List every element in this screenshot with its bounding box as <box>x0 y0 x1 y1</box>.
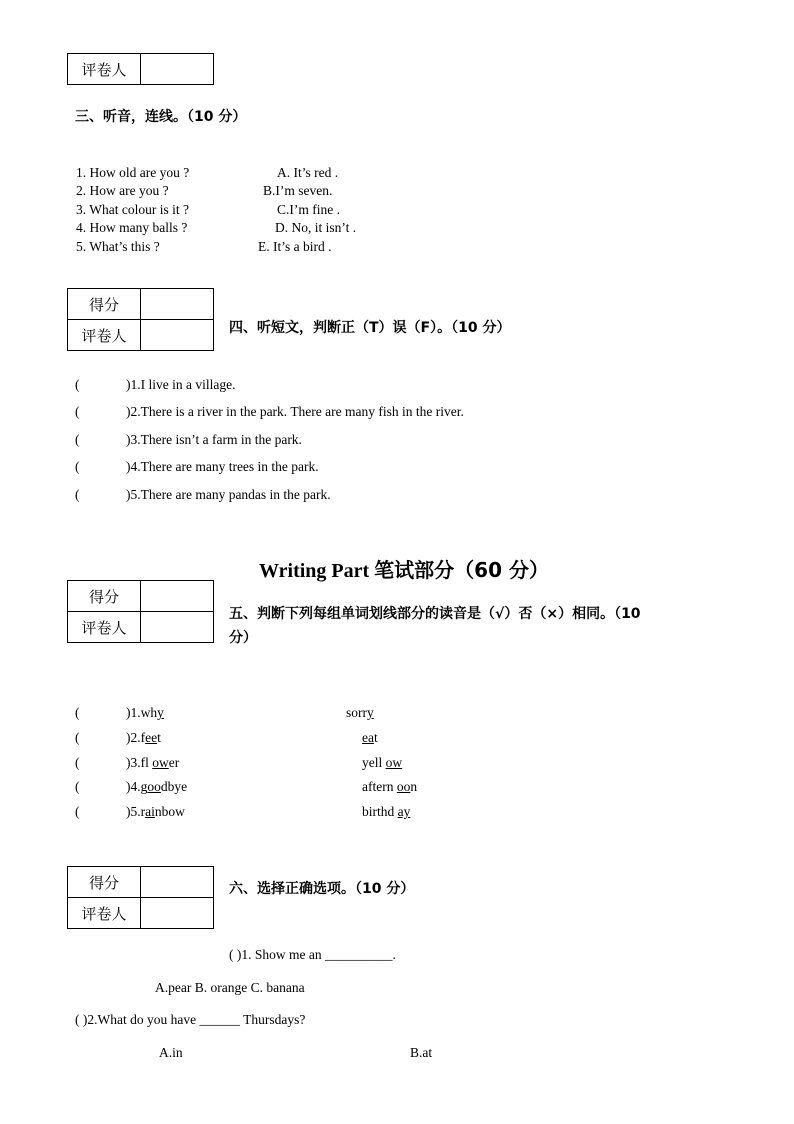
s4-item-5: )5.There are many pandas in the park. <box>126 487 331 502</box>
s5-word1-part: )5. <box>126 804 141 819</box>
s5-word1-part: nbow <box>154 804 185 819</box>
s6-question-2: ( )2.What do you have ______ Thursdays? <box>75 1012 306 1027</box>
score-box-section5 <box>67 580 214 643</box>
s5-word1-part: f <box>140 730 146 745</box>
s5-word1-underlined: y <box>157 705 164 720</box>
grader-box-section3 <box>67 53 214 85</box>
section6-heading: 六、选择正确选项。（10 分） <box>229 881 415 897</box>
s3-answer-a: A. It’s red . <box>277 165 339 180</box>
s5-word2-underlined: ea <box>362 730 374 745</box>
s5-word2-underlined: y <box>367 705 374 720</box>
s5-word1-part: fl <box>140 755 153 770</box>
s6-question-2-option-a: A.in <box>159 1045 183 1060</box>
s4-paren-2: ( <box>75 404 80 419</box>
s5-word2 <box>362 779 417 795</box>
s5-word1-part: r <box>140 804 146 819</box>
s5-word1-part: g <box>140 779 148 794</box>
grader-label: 评卷人 <box>68 612 141 643</box>
s5-paren: ( <box>75 755 80 770</box>
s5-paren: ( <box>75 779 80 794</box>
s4-item-3: )3.There isn’t a farm in the park. <box>126 432 302 447</box>
s4-paren-4: ( <box>75 459 80 474</box>
s5-word2-part: yell <box>362 755 386 770</box>
s5-word1 <box>126 755 179 771</box>
score-cell[interactable] <box>141 289 214 320</box>
s3-question-1: 1. How old are you ? <box>76 165 190 180</box>
s5-word1 <box>126 730 161 746</box>
s5-word1 <box>126 705 164 721</box>
s5-word1-part: )1. <box>126 705 141 720</box>
writing-part-title <box>259 554 549 583</box>
s5-word2 <box>362 755 402 771</box>
s4-paren-1: ( <box>75 377 80 392</box>
s5-word2-underlined: ow <box>385 755 403 770</box>
s5-paren: ( <box>75 804 80 819</box>
s5-word2-underlined: ay <box>397 804 411 819</box>
s5-word1-part: )2. <box>126 730 141 745</box>
s5-word1-underlined: oo <box>147 779 161 794</box>
section5-heading-line2: 分） <box>229 630 257 646</box>
s5-word2 <box>346 705 374 721</box>
grader-label: 评卷人 <box>68 320 141 351</box>
grader-label: 评卷人 <box>68 54 141 85</box>
writing-title-en: Writing Part <box>259 560 375 582</box>
grader-cell[interactable] <box>141 612 214 643</box>
score-label: 得分 <box>68 289 141 320</box>
s4-item-4: )4.There are many trees in the park. <box>126 459 319 474</box>
grader-cell[interactable] <box>141 320 214 351</box>
s5-word1-part: )3. <box>126 755 141 770</box>
s3-question-5: 5. What’s this ? <box>76 239 160 254</box>
score-cell[interactable] <box>141 581 214 612</box>
s3-question-4: 4. How many balls ? <box>76 220 188 235</box>
s5-word2-part: t <box>373 730 378 745</box>
grader-label: 评卷人 <box>68 898 141 929</box>
s5-word1-underlined: ai <box>145 804 155 819</box>
score-box-section4 <box>67 288 214 351</box>
s4-paren-5: ( <box>75 487 80 502</box>
section5-heading-line1: 五、判断下列每组单词划线部分的读音是（√）否（×）相同。（10 <box>229 606 641 622</box>
s3-answer-d: D. No, it isn’t . <box>275 220 357 235</box>
score-cell[interactable] <box>141 867 214 898</box>
s5-paren: ( <box>75 705 80 720</box>
s5-word2-part: n <box>410 779 418 794</box>
s5-word2-part: aftern <box>362 779 397 794</box>
s5-word1 <box>126 804 185 820</box>
s5-word1-part: dbye <box>160 779 188 794</box>
s6-question-1: ( )1. Show me an __________. <box>229 947 396 962</box>
s5-word2-part: sorr <box>346 705 367 720</box>
s3-answer-c: C.I’m fine . <box>277 202 340 217</box>
s3-question-2: 2. How are you ? <box>76 183 169 198</box>
s5-word1-part: wh <box>140 705 158 720</box>
s4-item-2: )2.There is a river in the park. There are many fish in the river. <box>126 404 464 419</box>
s5-word2 <box>362 730 378 746</box>
score-box-section6 <box>67 866 214 929</box>
s5-word1-underlined: ow <box>152 755 169 770</box>
s6-question-1-options: A.pear B. orange C. banana <box>155 980 305 995</box>
s5-word1-underlined: ee <box>145 730 158 745</box>
writing-title-cn: 笔试部分（60 分） <box>374 558 549 582</box>
s5-word1-part: er <box>168 755 180 770</box>
s3-answer-b: B.I’m seven. <box>263 183 333 198</box>
section3-heading: 三、听音，连线。（10 分） <box>75 109 247 125</box>
s5-word1-part: t <box>157 730 161 745</box>
s5-paren: ( <box>75 730 80 745</box>
s4-item-1: )1.I live in a village. <box>126 377 236 392</box>
grader-cell[interactable] <box>141 898 214 929</box>
grader-cell[interactable] <box>141 54 214 85</box>
s5-word2 <box>362 804 410 820</box>
section4-heading: 四、听短文，判断正（T）误（F）。（10 分） <box>229 320 511 336</box>
s3-answer-e: E. It’s a bird . <box>258 239 332 254</box>
score-label: 得分 <box>68 867 141 898</box>
s5-word2-underlined: oo <box>396 779 411 794</box>
s5-word2-part: birthd <box>362 804 398 819</box>
s6-question-2-option-b: B.at <box>410 1045 433 1060</box>
score-label: 得分 <box>68 581 141 612</box>
s3-question-3: 3. What colour is it ? <box>76 202 189 217</box>
s5-word1 <box>126 779 187 795</box>
s5-word1-part: )4. <box>126 779 141 794</box>
s4-paren-3: ( <box>75 432 80 447</box>
